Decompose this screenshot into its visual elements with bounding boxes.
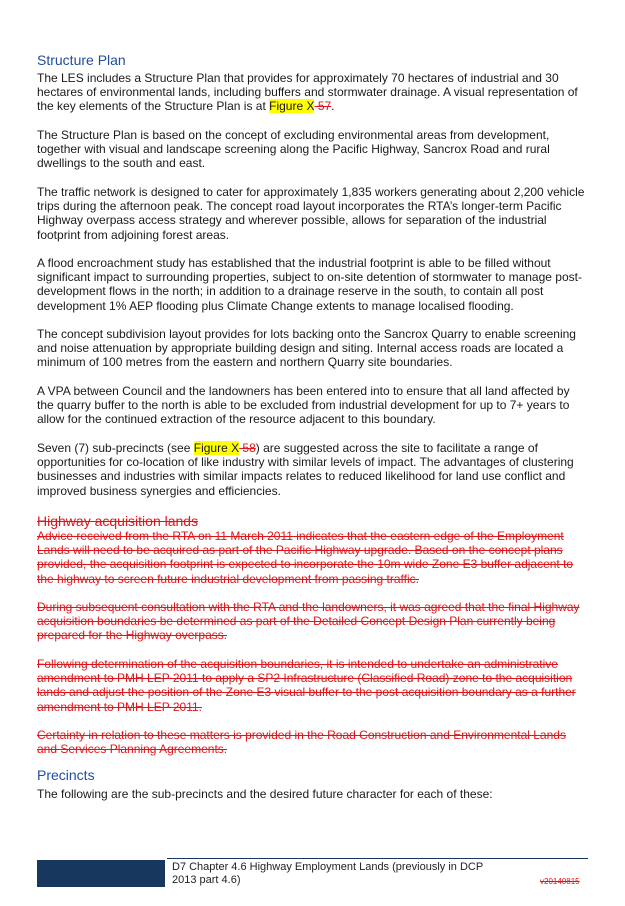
figure-reference-highlight: Figure X xyxy=(269,99,315,114)
precincts-heading: Precincts xyxy=(37,767,95,783)
paragraph-consultation: During subsequent consultation with the RTA and the landowners, it was agreed that the final Highway acquisition boundaries be determined as part of the Detailed Concept Design Plan currently being prepared for the Highway overpass. xyxy=(37,600,580,643)
footer-rule xyxy=(167,858,588,859)
paragraph-structure-plan-concept: The Structure Plan is based on the concept of excluding environmental areas from development, together with visual and landscape screening along the Pacific Highway, Sancrox Road and rural dwellings to the south and east. xyxy=(37,128,550,171)
deleted-figure-number: 58 xyxy=(239,441,256,455)
paragraph-traffic-network: The traffic network is designed to cater for approximately 1,835 workers generating about 2,200 vehicle trips during the afternoon peak. The concept road layout incorporates the RTA’s longer-term Pacific Highway overpass access strategy and wherever possible, allows for separation of the industrial footprint from adjoining forest areas. xyxy=(37,185,585,242)
paragraph-sub-precincts: Seven (7) sub-precincts (see Figure X 58) are suggested across the site to facilitate a range of opportunities for co-location of like industry with similar levels of impact. The advantages of clustering businesses and industries with similar impacts relates to reduced likelihood for land use conflict and improved business synergies and efficiencies. xyxy=(37,441,574,498)
paragraph-certainty: Certainty in relation to these matters is provided in the Road Construction and Environmental Lands and Services Planning Agreements. xyxy=(37,728,566,757)
footer-title: D7 Chapter 4.6 Highway Employment Lands (previously in DCP 2013 part 4.6) xyxy=(172,861,483,886)
footer-version: v20140815 xyxy=(540,877,580,886)
highway-acquisition-heading: Highway acquisition lands xyxy=(37,513,199,529)
deleted-figure-number: 57 xyxy=(314,99,332,114)
paragraph-flood-study: A flood encroachment study has established that the industrial footprint is able to be filled without significant impact to surrounding properties, subject to on-site detention of stormwater to manage post-development flows in the north; in addition to a drainage reserve in the south, to contain all post development 1% AEP flooding plus Climate Change extents to manage localised flooding. xyxy=(37,256,582,313)
paragraph-acquisition-boundaries: Following determination of the acquisition boundaries, it is intended to undertake an administrative amendment to PMH LEP 2011 to apply a SP2 Infrastructure (Classified Road) zone to the acquisition lands and adjust the position of the Zone E3 visual buffer to the post acquisition boundary as a further amendment to PMH LEP 2011. xyxy=(37,657,576,714)
paragraph-rta-advice: Advice received from the RTA on 11 March 2011 indicates that the eastern edge of the Employment Lands will need to be acquired as part of the Pacific Highway upgrade. Based on the concept plans provided, the acquisition footprint is expected to incorporate the 10m wide Zone E3 buffer adjacent to the highway to screen future industrial development from passing traffic. xyxy=(37,529,574,586)
paragraph-precincts-intro: The following are the sub-precincts and the desired future character for each of these: xyxy=(37,787,493,801)
figure-reference-highlight: Figure X xyxy=(193,441,240,455)
footer-color-bar xyxy=(37,860,165,887)
paragraph-vpa: A VPA between Council and the landowners has been entered into to ensure that all land affected by the quarry buffer to the north is able to be excluded from industrial development for up to 7+ years to allow for the continued extraction of the resource adjacent to this boundary. xyxy=(37,384,570,427)
paragraph-subdivision-layout: The concept subdivision layout provides for lots backing onto the Sancrox Quarry to enable screening and noise attenuation by appropriate building design and siting. Internal access roads are located a minimum of 100 metres from the eastern and northern Quarry site boundaries. xyxy=(37,327,576,370)
paragraph-structure-plan-intro: The LES includes a Structure Plan that provides for approximately 70 hectares of industrial and 30 hectares of environmental lands, including buffers and stormwater drainage. A visual representation of the key elements of the Structure Plan is at Figure X 57. xyxy=(37,71,578,114)
structure-plan-heading: Structure Plan xyxy=(37,52,126,68)
